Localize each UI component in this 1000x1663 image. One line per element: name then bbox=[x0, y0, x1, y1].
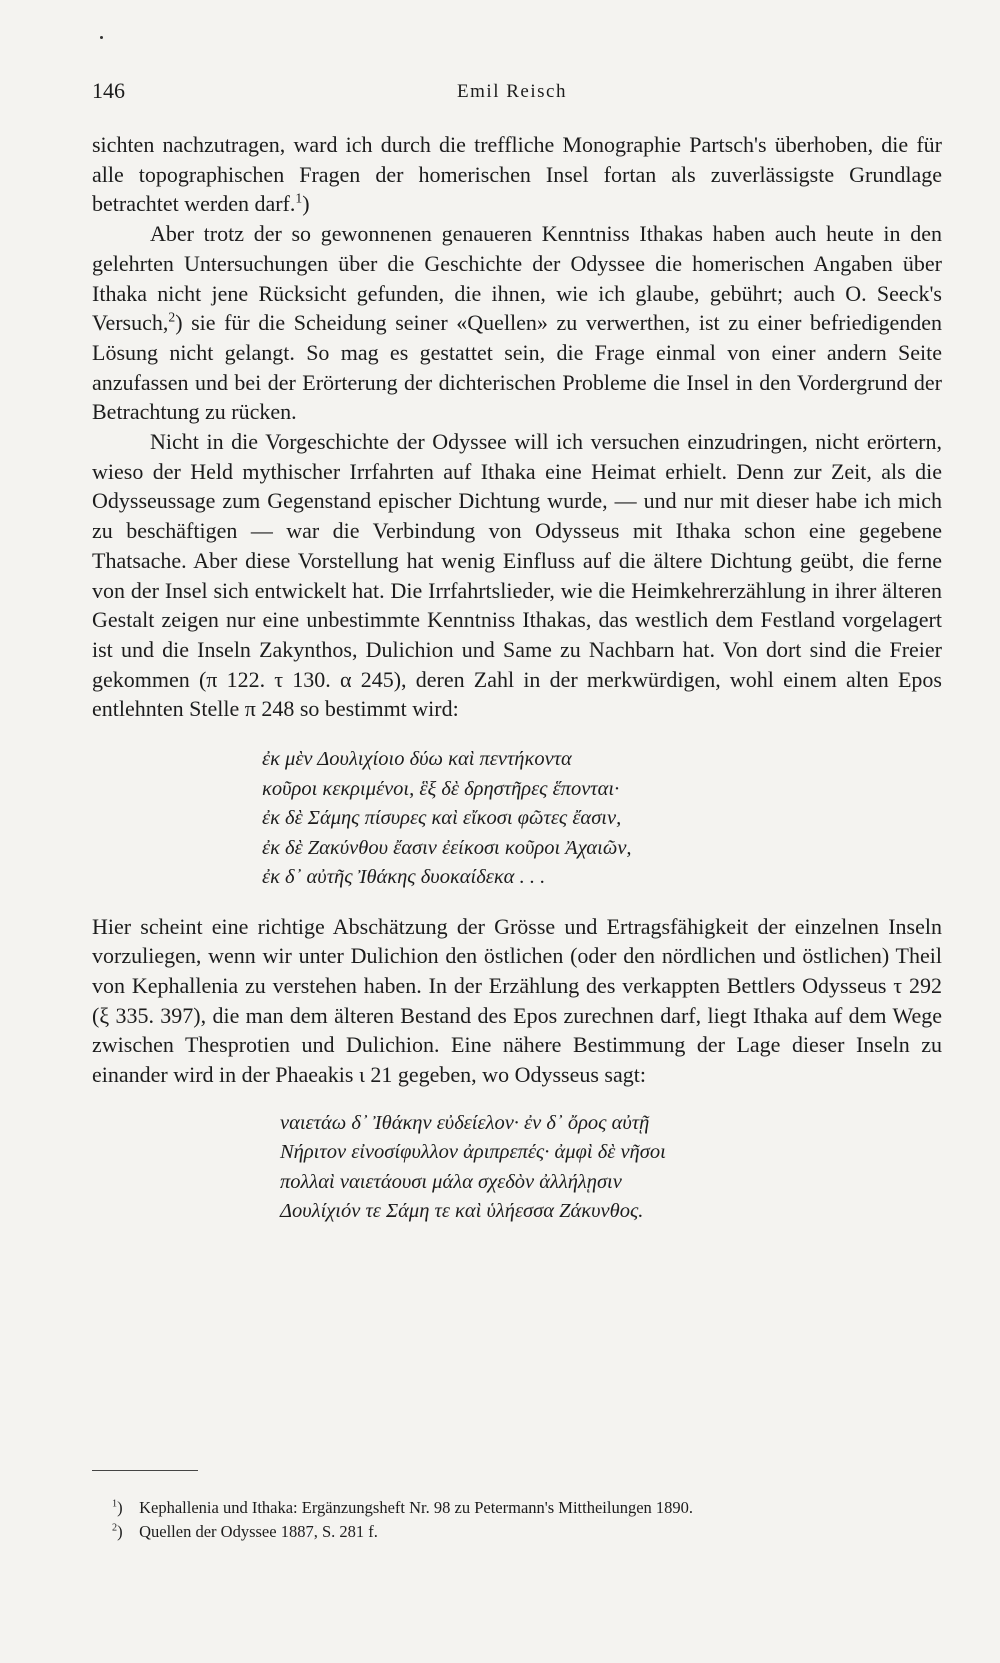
verse-line: ἐκ δὲ Ζακύνθου ἔασιν ἐείκοσι κοῦροι Ἀχαιῶν, bbox=[262, 836, 632, 859]
body-text bbox=[92, 130, 942, 1227]
footnote-ref-2: 2 bbox=[168, 309, 176, 325]
paragraph-2: Aber trotz der so gewonnenen genaueren Kenntniss Ithakas haben auch heute in den gelehrten Untersuchungen über die Geschichte der Odyssee die homerischen Angaben über Ithaka nicht jene Rücksicht gefunden, die ihnen, wie ich glaube, gebührt; auch O. Seeck's Versuch,$^2$) sie für die Scheidung seiner «Quellen» zu verwerthen, ist zu einer befriedigenden Lösung nicht gelangt. So mag es gestattet sein, die Frage einmal von einer andern Seite anzufassen und bei der Erörterung der dichterischen Probleme die Insel in den Vordergrund der Betrachtung zu rücken. bbox=[92, 221, 942, 425]
paragraph-1: sichten nachzutragen, ward ich durch die treffliche Monographie Partsch's überhoben, die für alle topographischen Fragen der homerischen Insel fortan als zuverlässigste Grundlage betrachtet werden darf.$^1$) bbox=[92, 132, 942, 217]
footnotes bbox=[112, 1496, 932, 1544]
footnote-2-mark: 2 bbox=[112, 1522, 118, 1534]
stray-dot-mark bbox=[100, 36, 103, 39]
footnote-2: $^2$) Quellen der Odyssee 1887, S. 281 f. bbox=[112, 1522, 378, 1541]
verse-line: Δουλίχιόν τε Σάμη τε καὶ ὑλήεσσα Ζάκυνθος. bbox=[280, 1200, 644, 1223]
paragraph-2a-text: Aber trotz der so gewonnenen genaueren Kenntniss Ithakas haben auch heute in den gelehrten Untersuchungen über die Geschichte der Odyssee die homerischen Angaben über Ithaka nicht jene Rücksicht gefunden, die ihnen, wie ich glaube, gebührt; auch O. Seeck's Versuch, bbox=[92, 221, 942, 336]
verse-line: ἐκ δὲ Σάμης πίσυρες καὶ εἴκοσι φῶτες ἔασιν, bbox=[262, 807, 622, 830]
greek-verse-2 bbox=[280, 1109, 942, 1227]
greek-verse-1 bbox=[262, 745, 942, 893]
verse-line: ναιετάω δ᾽ Ἰθάκην εὐδείελον· ἐν δ᾽ ὄρος αὐτῇ bbox=[280, 1111, 650, 1134]
verse-line: πολλαὶ ναιετάουσι μάλα σχεδὸν ἀλλήλῃσιν bbox=[280, 1170, 622, 1193]
paragraph-2b-text: sie für die Scheidung seiner «Quellen» zu verwerthen, ist zu einer befriedigenden Lösung nicht gelangt. So mag es gestattet sein, die Frage einmal von einer andern Seite anzufassen und bei der Erörterung der dichterischen Probleme die Insel in den Vordergrund der Betrachtung zu rücken. bbox=[92, 310, 942, 425]
verse-line: ἐκ δ᾽ αὐτῆς Ἰθάκης δυοκαίδεκα . . . bbox=[262, 866, 546, 889]
verse-line: ἐκ μὲν Δουλιχίοιο δύω καὶ πεντήκοντα bbox=[262, 748, 572, 771]
running-head: Emil Reisch bbox=[457, 81, 567, 102]
footnote-1: $^1$) Kephallenia und Ithaka: Ergänzungsheft Nr. 98 zu Petermann's Mittheilungen 1890. bbox=[112, 1498, 694, 1517]
footnote-2-text: Quellen der Odyssee 1887, S. 281 f. bbox=[139, 1522, 378, 1541]
footnote-rule bbox=[92, 1470, 198, 1471]
footnote-ref-1: 1 bbox=[295, 191, 303, 207]
page-header bbox=[92, 78, 932, 108]
paragraph-3: Nicht in die Vorgeschichte der Odyssee will ich versuchen einzudringen, nicht erörtern, wieso der Held mythischer Irrfahrten auf Ithaka eine Heimat erhielt. Denn zur Zeit, als die Odysseussage zum Gegenstand epischer Dichtung wurde, — und nur mit dieser habe ich mich zu beschäftigen — war die Verbindung von Odysseus mit Ithaka schon eine gegebene Thatsache. Aber diese Vorstellung hat wenig Einfluss auf die ältere Dichtung geübt, die ferne von der Insel sich entwickelt hat. Die Irrfahrtslieder, wie die Heimkehrerzählung in ihrer älteren Gestalt zeigen nur eine unbestimmte Kenntniss Ithakas, das westlich dem Festland vorgelagert ist und die Inseln Zakynthos, Dulichion und Same zu Nachbarn hat. Von dort sind die Freier gekommen (π 122. τ 130. α 245), deren Zahl in der merkwürdigen, wohl einem alten Epos entlehnten Stelle π 248 so bestimmt wird: bbox=[92, 429, 942, 722]
paragraph-1-text: sichten nachzutragen, ward ich durch die treffliche Monographie Partsch's überhoben, die für alle topographischen Fragen der homerischen Insel fortan als zuverlässigste Grundlage betrachtet werden darf. bbox=[92, 132, 942, 217]
page-number: 146 bbox=[92, 78, 125, 103]
footnote-1-mark: 1 bbox=[112, 1498, 118, 1510]
footnote-1-text: Kephallenia und Ithaka: Ergänzungsheft Nr. 98 zu Petermann's Mittheilungen 1890. bbox=[139, 1498, 694, 1517]
paragraph-4: Hier scheint eine richtige Abschätzung der Grösse und Ertragsfähigkeit der einzelnen Inseln vorzuliegen, wenn wir unter Dulichion den östlichen (oder den nördlichen und östlichen) Theil von Kephallenia zu verstehen haben. In der Erzählung des verkappten Bettlers Odysseus τ 292 (ξ 335. 397), die man dem älteren Bestand des Epos zurechnen darf, liegt Ithaka auf dem Wege zwischen Thesprotien und Dulichion. Eine nähere Bestimmung der Lage dieser Inseln zu einander wird in der Phaeakis ι 21 gegeben, wo Odysseus sagt: bbox=[92, 913, 942, 1088]
verse-line: κοῦροι κεκριμένοι, ἓξ δὲ δρηστῆρες ἕπονται· bbox=[262, 777, 620, 800]
verse-line: Νήριτον εἰνοσίφυλλον ἀριπρεπές· ἀμφὶ δὲ νῆσοι bbox=[280, 1141, 666, 1164]
